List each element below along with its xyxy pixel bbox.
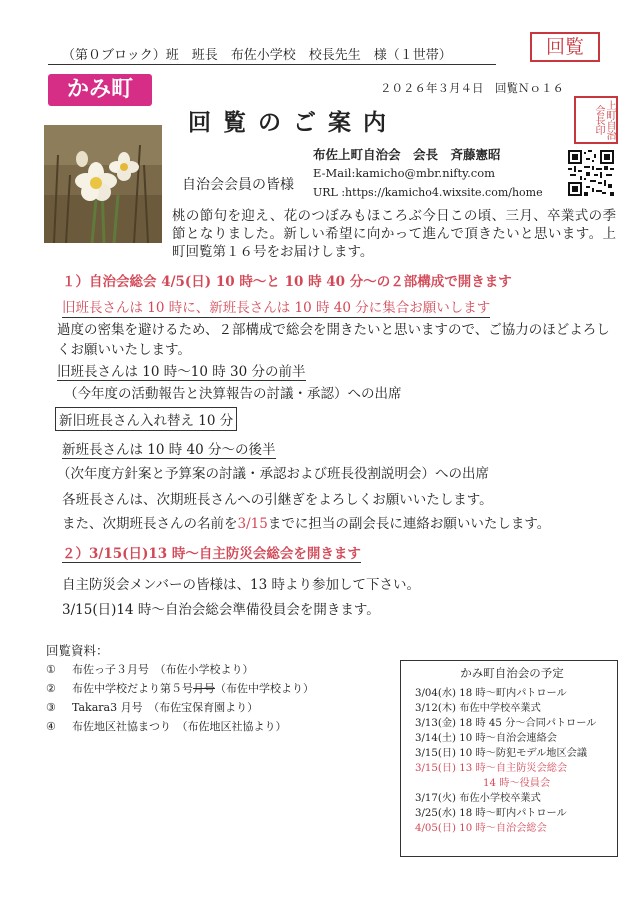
schedule-item: 14 時〜役員会 [483,778,551,789]
schedule-item: 3/13(金) 18 時 45 分〜合同パトロール [415,718,597,729]
item-number: ④ [46,720,56,733]
schedule-item: 4/05(日) 10 時〜自治会総会 [415,823,547,834]
old-leader-detail: （今年度の活動報告と決算報告の討議・承認）への出席 [64,386,402,402]
narcissus-photo [44,125,162,243]
schedule-box [400,660,618,857]
greeting: 自治会会員の皆様 [182,177,294,193]
schedule-item: 3/25(水) 18 時〜町内パトロール [415,808,567,819]
materials-heading: 回覧資料： [46,643,109,658]
item-text: 布佐地区社協まつり （布佐地区社協より） [72,720,287,733]
page-title: 回覧のご案内 [188,109,398,136]
schedule-item: 3/14(土) 10 時〜自治会連絡会 [415,733,557,744]
kamicho-logo: かみ町 [48,74,152,106]
addressee-underline [48,64,496,65]
item-text: Takara3 月号 （布佐宝保育園より） [72,701,259,714]
handover-line: 各班長さんは、次期班長さんへの引継ぎをよろしくお願いいたします。 [62,492,493,508]
struck-text: 月号 [193,682,215,695]
kairan-stamp: 回覧 [530,32,600,62]
deadline-post: までに担当の副会長に連絡お願いいたします。 [267,516,551,532]
deadline-line [62,512,550,532]
list-item [46,679,314,698]
leader-swap-box: 新旧班長さん入れ替え 10 分 [55,407,237,431]
deadline-pre: また、次期班長さんの名前を [62,516,238,532]
item-number: ② [46,682,56,695]
list-item [46,717,314,736]
section1-paragraph: 過度の密集を避けるため、２部構成で総会を開きたいと思いますので、ご協力のほどよろしくお願いいたします。 [57,322,610,358]
schedule-title: かみ町自治会の予定 [460,666,564,680]
chairman-seal: 上町自治会長印 [574,96,618,144]
schedule-item: 3/15(日) 13 時〜自主防災会総会 [415,763,568,774]
issue-date: ２０２６年３月４日 回覧Ｎｏ１６ [380,81,564,95]
section1-heading: １）自治会総会 4/5(日) 10 時〜と 10 時 40 分〜の２部構成で開きます [62,274,512,290]
new-leader-line: 新班長さんは 10 時 40 分〜の後半 [62,438,276,459]
addressee: （第０ブロック）班 班長 布佐小学校 校長先生 様（１世帯） [62,48,452,63]
list-item [46,698,314,717]
deadline-date: 3/15 [237,516,268,532]
item-number: ③ [46,701,56,714]
item-number: ① [46,663,56,676]
schedule-list [415,686,609,836]
schedule-item: 3/04(水) 18 時〜町内パトロール [415,688,567,699]
materials-list [46,660,314,736]
qr-code [568,150,614,196]
intro-paragraph: 桃の節句を迎え、花のつぼみもほころぶ今日この頃、三月、卒業式の季節となりました。新しい希望に向かって進んで頂きたいと思います。上町回覧第１６号をお届けします。 [172,208,616,260]
schedule-item: 3/17(火) 布佐小学校卒業式 [415,793,541,804]
section2-line1: 自主防災会メンバーの皆様は、13 時より参加して下さい。 [62,577,421,593]
schedule-item: 3/12(木) 布佐中学校卒業式 [415,703,541,714]
item-text: 布佐中学校だより第５号 [72,682,193,695]
chairman-name: 布佐上町自治会 会長 斉藤憲昭 [313,147,501,162]
new-leader-detail: （次年度方針案と予算案の討議・承認および班長役割説明会）への出席 [57,466,489,482]
section2-heading: ２）3/15(日)13 時〜自主防災会総会を開きます [62,542,361,563]
old-leader-line: 旧班長さんは 10 時〜10 時 30 分の前半 [57,360,306,381]
schedule-item: 3/15(日) 10 時〜防犯モデル地区会議 [415,748,588,759]
section1-subheading: 旧班長さんは 10 時に、新班長さんは 10 時 40 分に集合お願いします [62,296,490,318]
list-item [46,660,314,679]
item-text: 布佐っ子３月号 （布佐小学校より） [72,663,254,676]
contact-email[interactable]: E-Mail:kamicho@mbr.nifty.com [313,166,496,180]
website-url[interactable]: URL :https://kamicho4.wixsite.com/home [313,186,543,199]
item-text-post: （布佐中学校より） [215,682,314,695]
section2-line2: 3/15(日)14 時〜自治会総会準備役員会を開きます。 [62,602,380,618]
